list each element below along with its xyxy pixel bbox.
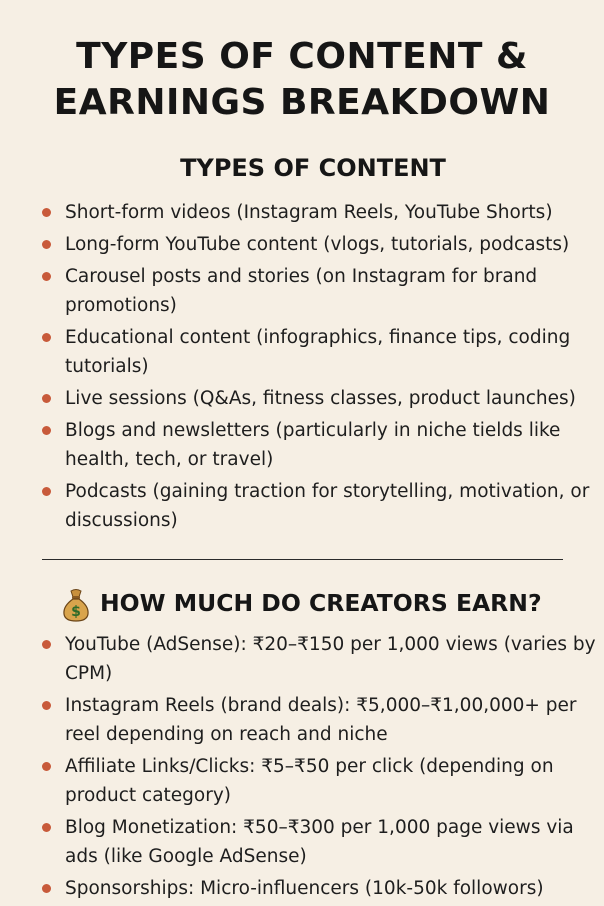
earnings-list	[0, 630, 604, 906]
page-title	[0, 34, 604, 126]
types-of-content-list	[0, 198, 604, 538]
bullet-dot-icon	[42, 394, 51, 403]
bullet-dot-icon	[42, 426, 51, 435]
page-title-line-2: EARNINGS BREAKDOWN	[53, 82, 551, 123]
list-item-text: Instagram Reels (brand deals): ₹5,000–₹1,00,000+ per reel depending on reach and niche	[65, 695, 577, 745]
list-item-text: Live sessions (Q&As, fitness classes, product launches)	[65, 388, 576, 409]
list-item-text: Sponsorships: Micro-influencers (10k-50k followors)	[65, 878, 544, 899]
list-item-text: Educational content (infographics, finance tips, coding tutorials)	[65, 327, 571, 377]
list-item	[0, 691, 604, 749]
page-title-line-1: TYPES OF CONTENT &	[76, 36, 528, 77]
list-item	[0, 230, 604, 259]
list-item-text: Blog Monetization: ₹50–₹300 per 1,000 page views via ads (like Google AdSense)	[65, 817, 574, 867]
bullet-dot-icon	[42, 208, 51, 217]
bullet-dot-icon	[42, 487, 51, 496]
list-item	[0, 384, 604, 413]
svg-text:$: $	[71, 604, 81, 620]
bullet-dot-icon	[42, 333, 51, 342]
section-divider	[42, 559, 563, 560]
list-item	[0, 198, 604, 227]
bullet-dot-icon	[42, 884, 51, 893]
list-item	[0, 874, 604, 903]
list-item-text: Podcasts (gaining traction for storytelling, motivation, or discussions)	[65, 481, 590, 531]
list-item-text: Blogs and newsletters (particularly in niche tields like health, tech, or travel)	[65, 420, 561, 470]
list-item	[0, 752, 604, 810]
list-item	[0, 323, 604, 381]
earnings-heading	[58, 588, 598, 618]
earnings-heading-text: HOW MUCH DO CREATORS EARN?	[100, 589, 542, 617]
list-item-text: Short-form videos (Instagram Reels, YouTube Shorts)	[65, 202, 553, 223]
list-item-text: YouTube (AdSense): ₹20–₹150 per 1,000 views (varies by CPM)	[65, 634, 596, 684]
bullet-dot-icon	[42, 823, 51, 832]
list-item-text: Affiliate Links/Clicks: ₹5–₹50 per click (depending on product category)	[65, 756, 554, 806]
list-item	[0, 262, 604, 320]
bullet-dot-icon	[42, 701, 51, 710]
list-item	[0, 477, 604, 535]
list-item-text: Long-form YouTube content (vlogs, tutorials, podcasts)	[65, 234, 570, 255]
bullet-dot-icon	[42, 240, 51, 249]
list-item	[0, 813, 604, 871]
types-of-content-heading: TYPES OF CONTENT	[180, 154, 446, 182]
bullet-dot-icon	[42, 762, 51, 771]
list-item	[0, 630, 604, 688]
list-item-text: Carousel posts and stories (on Instagram for brand promotions)	[65, 266, 538, 316]
list-item	[0, 416, 604, 474]
bullet-dot-icon	[42, 640, 51, 649]
bullet-dot-icon	[42, 272, 51, 281]
